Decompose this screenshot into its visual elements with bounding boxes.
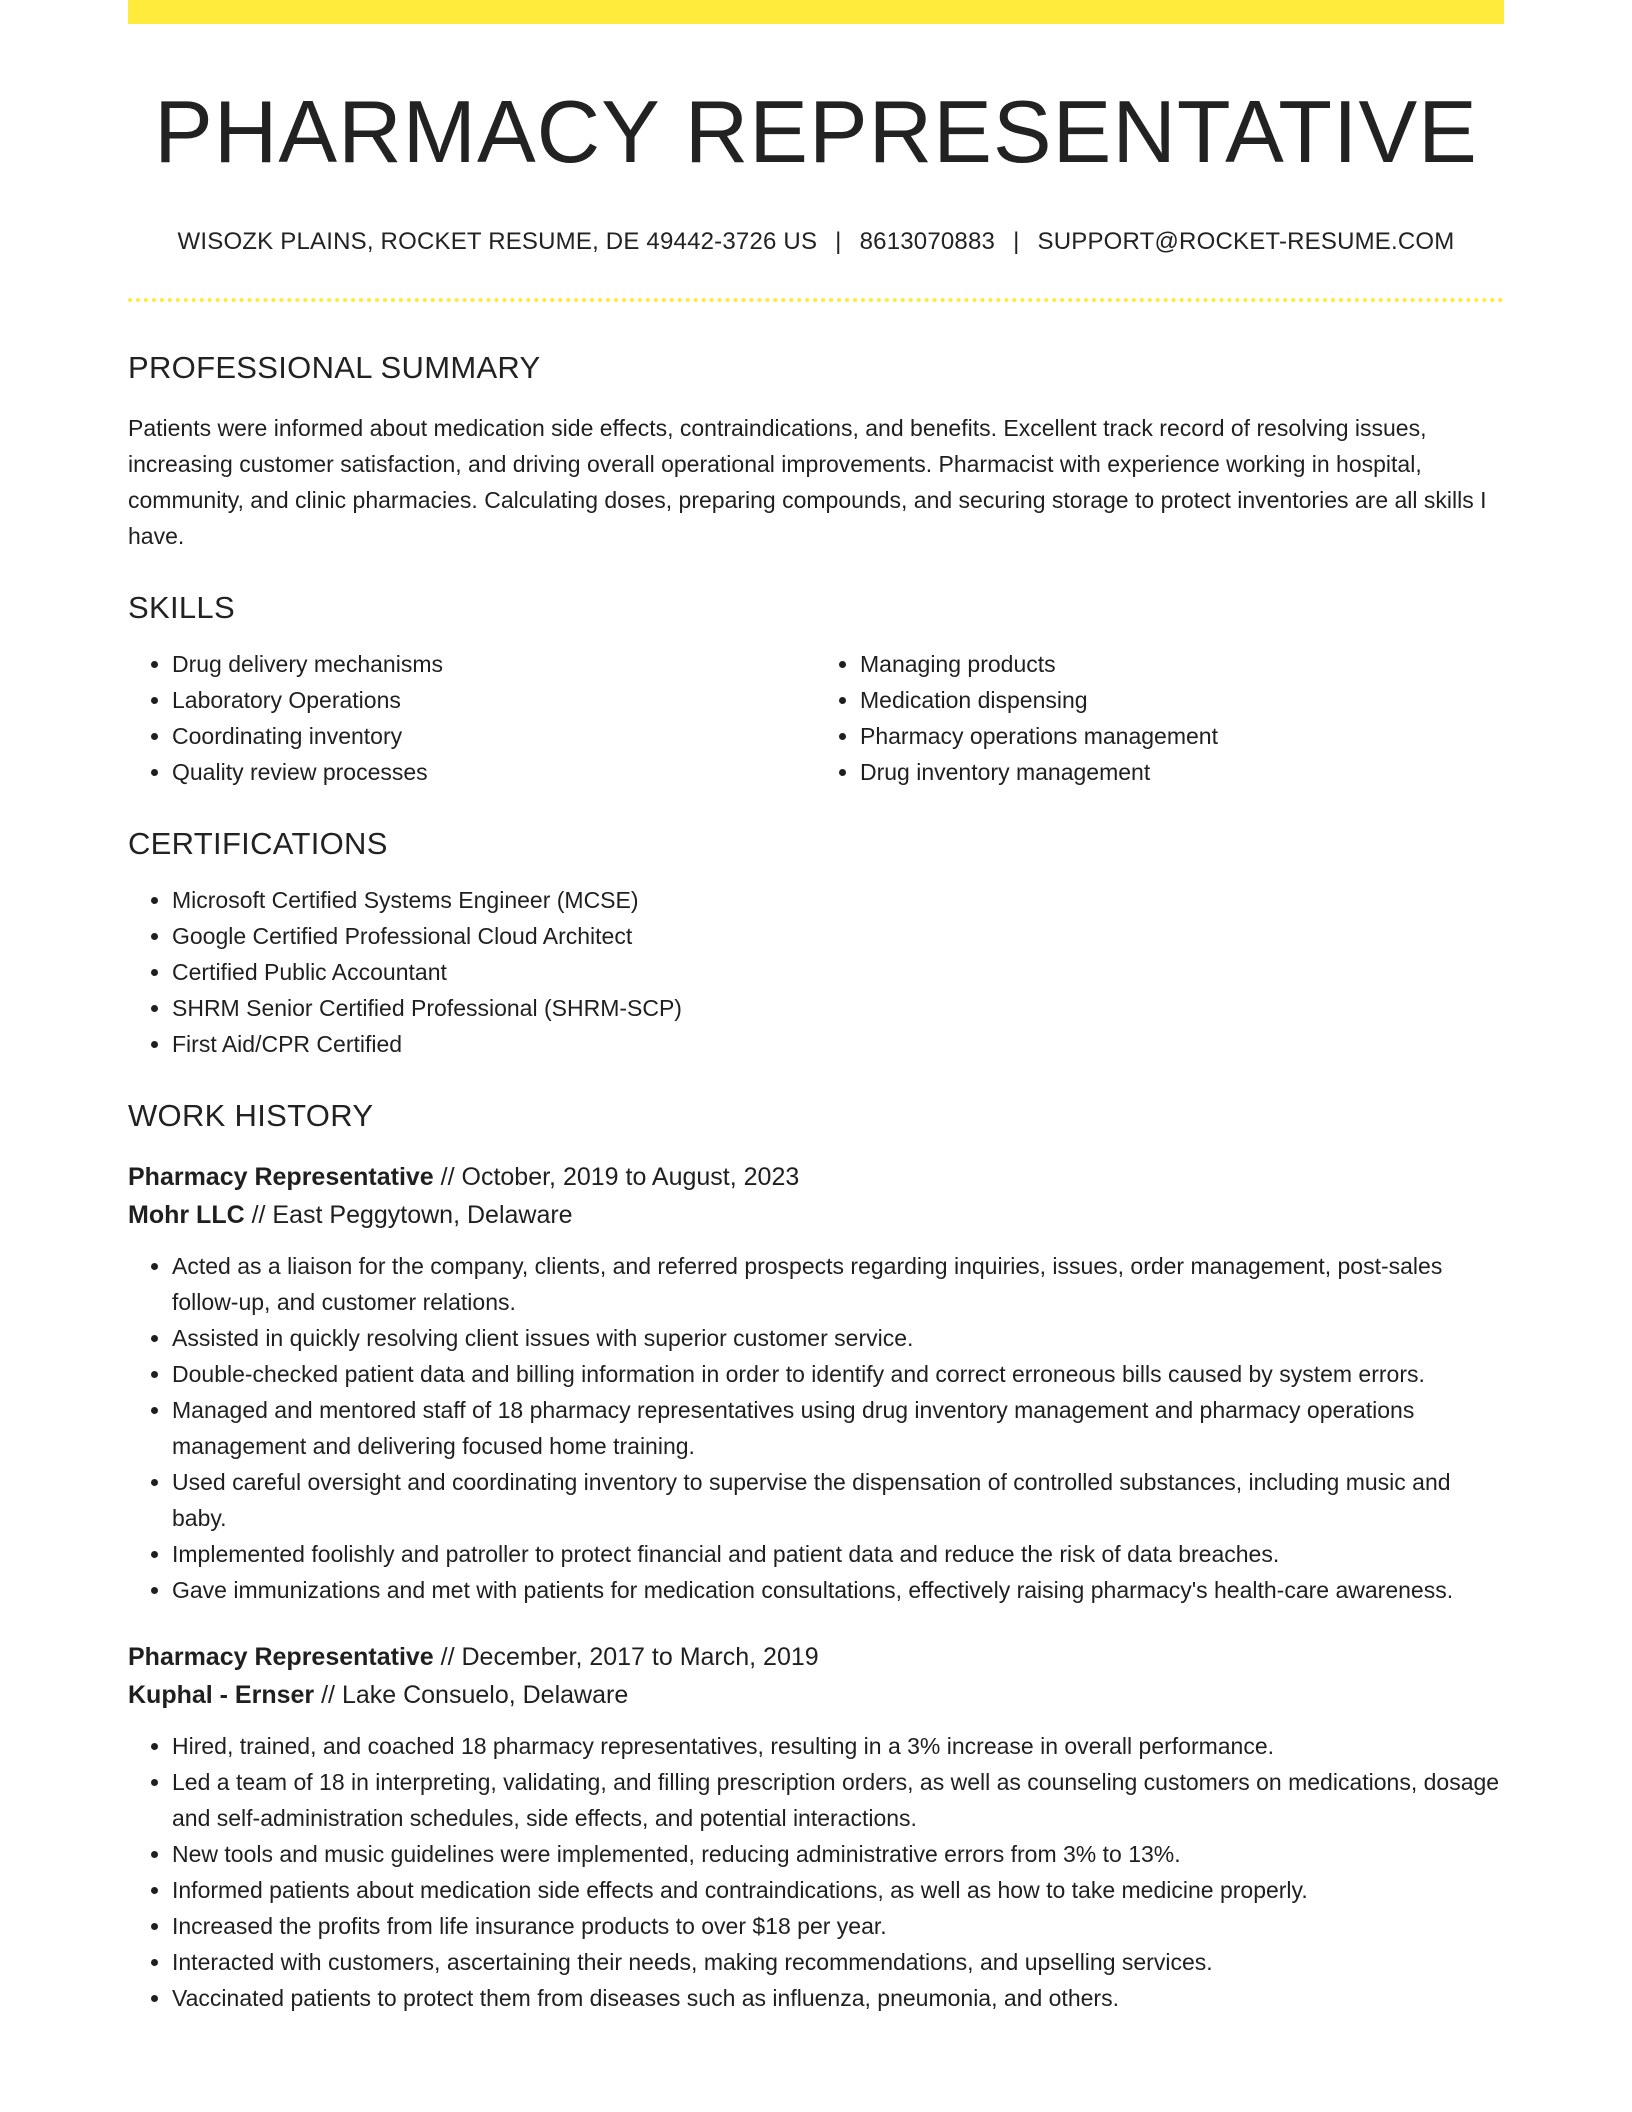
skill-item: • Medication dispensing bbox=[860, 682, 1504, 718]
top-accent-bar bbox=[128, 0, 1504, 24]
job-bullet: • Increased the profits from life insurance products to over $18 per year. bbox=[172, 1908, 1504, 1944]
skills-left-list bbox=[128, 646, 816, 790]
job-title-line bbox=[128, 1158, 1504, 1196]
job-location: // East Peggytown, Delaware bbox=[244, 1201, 573, 1229]
job-bullet: • Used careful oversight and coordinating inventory to supervise the dispensation of controlled substances, including music and baby. bbox=[172, 1464, 1504, 1536]
contact-separator: | bbox=[1013, 228, 1020, 255]
job-bullets bbox=[128, 1728, 1504, 2016]
skills-heading: SKILLS bbox=[128, 590, 235, 625]
skill-item: • Managing products bbox=[860, 646, 1504, 682]
skill-item: • Drug delivery mechanisms bbox=[172, 646, 816, 682]
job-bullet: • Vaccinated patients to protect them from diseases such as influenza, pneumonia, and others. bbox=[172, 1980, 1504, 2016]
job-title-line bbox=[128, 1638, 1504, 1676]
job-company: Mohr LLC bbox=[128, 1201, 245, 1229]
job-bullet: • Led a team of 18 in interpreting, validating, and filling prescription orders, as well as counseling customers on medications, dosage and self-administration schedules, side effects, and potential interactions. bbox=[172, 1764, 1504, 1836]
job-bullet: • New tools and music guidelines were implemented, reducing administrative errors from 3% to 13%. bbox=[172, 1836, 1504, 1872]
skills-columns bbox=[128, 646, 1504, 790]
job-company: Kuphal - Ernser bbox=[128, 1681, 315, 1709]
contact-email: SUPPORT@ROCKET-RESUME.COM bbox=[1037, 228, 1455, 255]
job-bullet: • Double-checked patient data and billing information in order to identify and correct erroneous bills caused by system errors. bbox=[172, 1356, 1504, 1392]
summary-text: Patients were informed about medication side effects, contraindications, and benefits. Excellent track record of resolving issues, increasing customer satisfaction, and driving overall operational improvements. Pharmacist with experience working in hospital, community, and clinic pharmacies. Calculating doses, preparing compounds, and securing storage to protect inventories are all skills I have. bbox=[128, 415, 1487, 549]
skill-item: • Drug inventory management bbox=[860, 754, 1504, 790]
certification-item: • Microsoft Certified Systems Engineer (MCSE) bbox=[172, 882, 1504, 918]
skill-item: • Laboratory Operations bbox=[172, 682, 816, 718]
job-bullet: • Acted as a liaison for the company, clients, and referred prospects regarding inquiries, issues, order management, post-sales follow-up, and customer relations. bbox=[172, 1248, 1504, 1320]
job-bullet: • Interacted with customers, ascertaining their needs, making recommendations, and upselling services. bbox=[172, 1944, 1504, 1980]
job-dates: // December, 2017 to March, 2019 bbox=[433, 1643, 819, 1671]
job-dates: // October, 2019 to August, 2023 bbox=[433, 1163, 800, 1191]
job-bullet: • Assisted in quickly resolving client issues with superior customer service. bbox=[172, 1320, 1504, 1356]
resume-name: PHARMACY REPRESENTATIVE bbox=[154, 82, 1478, 181]
certifications-heading: CERTIFICATIONS bbox=[128, 826, 388, 861]
job-bullets bbox=[128, 1248, 1504, 1608]
job-bullet: • Managed and mentored staff of 18 pharmacy representatives using drug inventory management and pharmacy operations management and delivering focused home training. bbox=[172, 1392, 1504, 1464]
certifications-list bbox=[128, 882, 1504, 1062]
contact-separator: | bbox=[835, 228, 842, 255]
job-bullet: • Informed patients about medication side effects and contraindications, as well as how to take medicine properly. bbox=[172, 1872, 1504, 1908]
work-history-heading: WORK HISTORY bbox=[128, 1098, 374, 1133]
job-role: Pharmacy Representative bbox=[128, 1163, 434, 1191]
contact-phone: 8613070883 bbox=[859, 228, 996, 255]
skills-right-list bbox=[816, 646, 1504, 790]
skill-item: • Pharmacy operations management bbox=[860, 718, 1504, 754]
header-divider bbox=[128, 298, 1504, 302]
job-company-line bbox=[128, 1676, 1504, 1714]
skill-item: • Quality review processes bbox=[172, 754, 816, 790]
job-company-line bbox=[128, 1196, 1504, 1234]
certification-item: • First Aid/CPR Certified bbox=[172, 1026, 1504, 1062]
job-bullet: • Implemented foolishly and patroller to protect financial and patient data and reduce the risk of data breaches. bbox=[172, 1536, 1504, 1572]
contact-address: WISOZK PLAINS, ROCKET RESUME, DE 49442-3726 US bbox=[177, 228, 818, 255]
job-bullet: • Gave immunizations and met with patients for medication consultations, effectively raising pharmacy's health-care awareness. bbox=[172, 1572, 1504, 1608]
summary-heading: PROFESSIONAL SUMMARY bbox=[128, 350, 541, 385]
contact-line bbox=[128, 226, 1504, 258]
certification-item: • SHRM Senior Certified Professional (SHRM-SCP) bbox=[172, 990, 1504, 1026]
resume-page bbox=[128, 0, 1504, 2016]
job-location: // Lake Consuelo, Delaware bbox=[314, 1681, 629, 1709]
job-role: Pharmacy Representative bbox=[128, 1643, 434, 1671]
certification-item: • Certified Public Accountant bbox=[172, 954, 1504, 990]
certification-item: • Google Certified Professional Cloud Architect bbox=[172, 918, 1504, 954]
job-bullet: • Hired, trained, and coached 18 pharmacy representatives, resulting in a 3% increase in overall performance. bbox=[172, 1728, 1504, 1764]
skill-item: • Coordinating inventory bbox=[172, 718, 816, 754]
